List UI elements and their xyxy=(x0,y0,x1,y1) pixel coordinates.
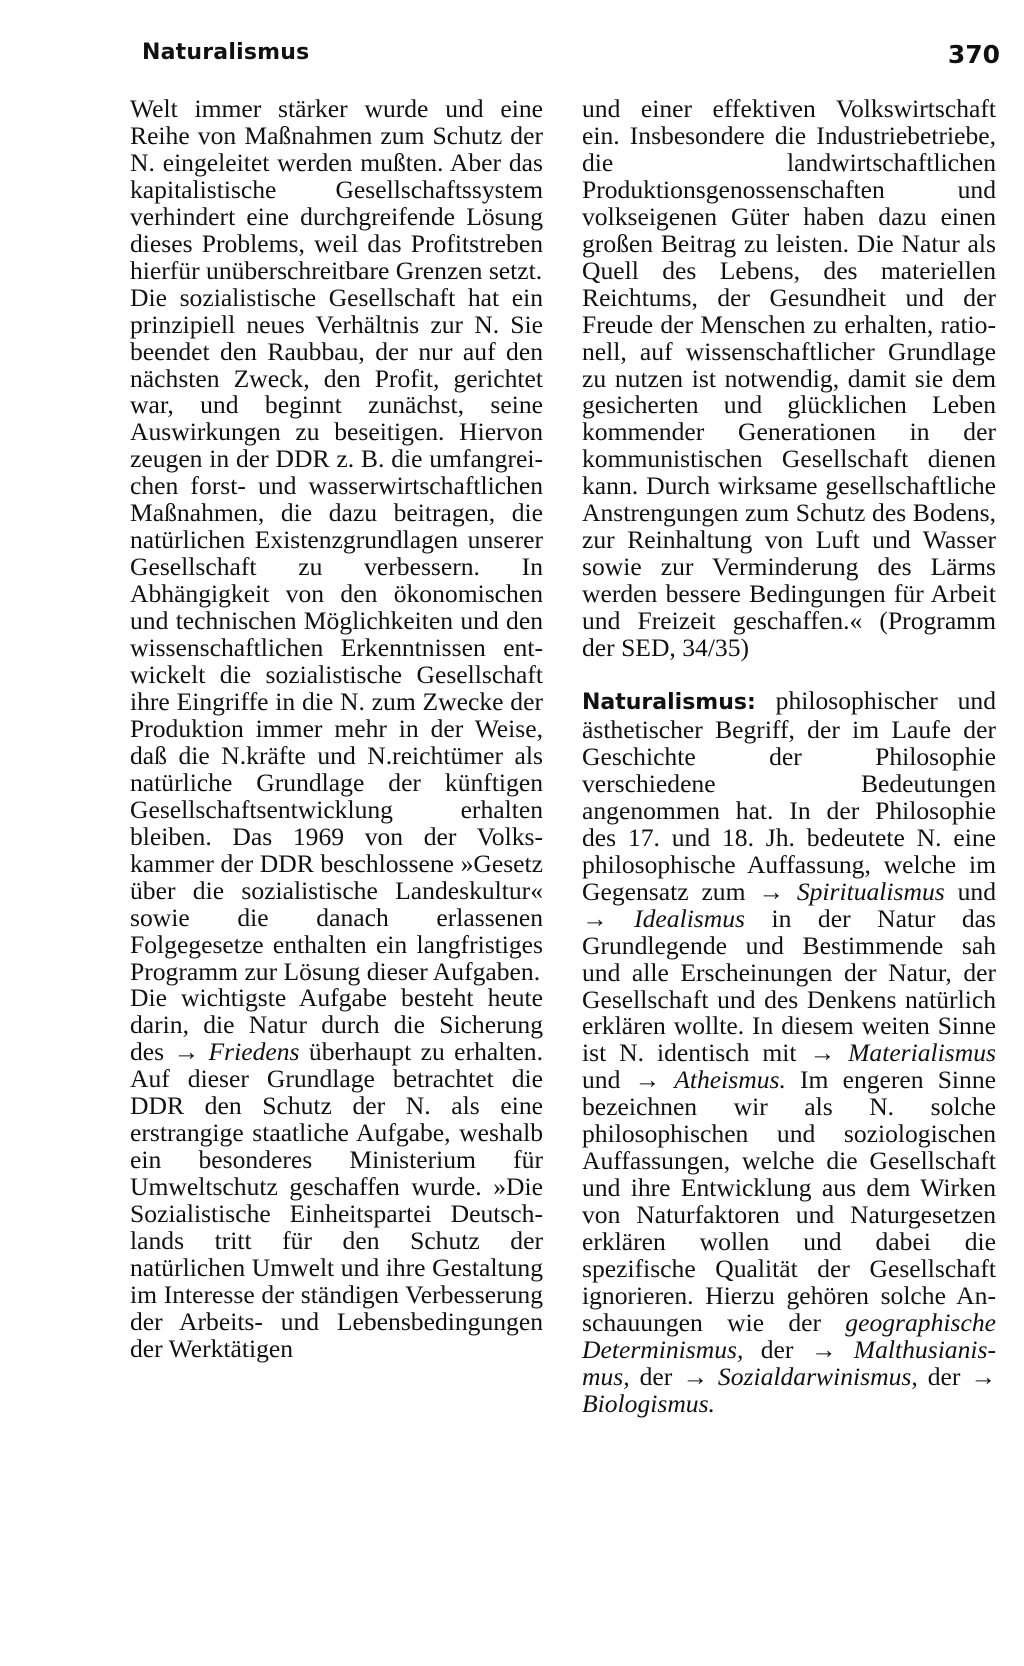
running-head: Naturalismus xyxy=(142,40,310,65)
text-segment: überhaupt zu erhalten. Auf dieser Grundlage betrachtet die DDR den Schutz der N. als eine erstrangige staatliche Aufgabe, weshalb ein besonderes Ministerium für Umweltschutz geschaffen wurde. »Die Sozialistische Einheitspartei Deutschlands tritt für den Schutz der natürlichen Umwelt und ihre Gestaltung im Interesse der ständigen Verbesserung der Arbeits- und Lebensbedingungen der Werktätigen xyxy=(130,1037,543,1363)
arrow-icon: → xyxy=(173,1037,200,1067)
arrow-icon: → xyxy=(970,1361,996,1391)
text-segment: und xyxy=(944,876,996,906)
arrow-icon: → xyxy=(582,903,608,933)
text-segment: in der Natur das Grundlegende und Bestimmende sah und alle Erscheinungen der Natur, der Gesellschaft und des Denkens natürlich erklären wollte. In diesem weiten Sinne ist N. identisch mit xyxy=(582,903,996,1068)
cross-reference-spiritualismus[interactable]: Spiritualismus xyxy=(796,876,945,906)
arrow-icon: → xyxy=(682,1361,708,1391)
cross-reference-idealismus[interactable]: Idealismus xyxy=(634,903,746,933)
cross-reference-friedens[interactable]: Friedens xyxy=(208,1037,300,1067)
left-paragraph-2: Die sozialistische Gesellschaft hat ein prinzipiell neues Verhältnis zur N. Sie beendet den Raubbau, der nur auf den nächsten Zweck, den Profit, gerichtet war, und beginnt zunächst, seine Auswirkungen zu beseitigen. Hiervon zeugen in der DDR z. B. die umfangreichen forst- und wasserwirtschaftlichen Maßnahmen, die dazu beitragen, die natürlichen Existenzgrundlagen unserer Gesellschaft zu verbessern. In Abhängigkeit von den ökonomischen und technischen Möglichkeiten und den wissenschaftlichen Erkenntnissen entwickelt die sozialistische Gesellschaft ihre Eingriffe in die N. zum Zwecke der Produktion immer mehr in der Weise, daß die N.kräfte und N.reichtümer als natürliche Grundlage der künftigen Gesellschaftsentwicklung erhalten bleiben. Das 1969 von der Volkskammer der DDR beschlossene »Gesetz über die sozialistische Landeskultur« sowie die danach erlassenen Folgegesetze enthalten ein langfristiges Programm zur Lösung dieser Aufgaben. xyxy=(130,282,543,986)
arrow-icon: → xyxy=(634,1065,661,1095)
cross-reference-geographischer-determinismus[interactable]: geographische Determinismus, xyxy=(582,1307,996,1364)
page-number: 370 xyxy=(947,40,1000,69)
arrow-icon: → xyxy=(810,1334,837,1364)
text-segment: und xyxy=(582,1065,635,1095)
right-column xyxy=(582,96,996,1418)
cross-reference-materialismus[interactable]: Materialismus xyxy=(848,1038,996,1068)
left-column xyxy=(130,96,543,1363)
left-paragraph-3 xyxy=(130,985,543,1362)
entry-lemma: Naturalismus: xyxy=(582,690,756,716)
right-paragraph-1: und einer effektiven Volkswirtschaft ein. Insbesondere die Industriebetriebe, die landwirtschaftlichen Produktionsgenossenschaften und volkseigenen Güter haben dazu einen großen Beitrag zu leisten. Die Natur als Quell des Lebens, des materiellen Reichtums, der Gesundheit und der Freude der Menschen zu erhalten, rationell, auf wissenschaftlicher Grundlage zu nutzen ist notwendig, damit sie dem gesicherten und glücklichen Leben kommender Generationen in der kommunistischen Gesellschaft dienen kann. Durch wirksame gesellschaftliche Anstrengungen zum Schutz des Bodens, zur Reinhaltung von Luft und Wasser sowie zur Verminderung des Lärms werden bessere Bedingungen für Arbeit und Freizeit geschaffen.« (Programm der SED, 34/35) xyxy=(582,94,996,663)
entry-separator xyxy=(582,662,996,688)
left-paragraph-1: Welt immer stärker wurde und eine Reihe von Maßnahmen zum Schutz der N. eingeleitet werden mußten. Aber das kapitalistische Gesellschaftssystem verhindert eine durchgreifende Lösung dieses Problems, weil das Profitstreben hierfür unüberschreitbare Grenzen setzt. xyxy=(130,94,543,285)
text-segment: der xyxy=(743,1334,811,1364)
text-segment: Im engeren Sinne bezeichnen wir als N. solche philosophischen und soziologischen Auffassungen, welche die Gesellschaft und ihre Entwicklung aus dem Wirken von Naturfaktoren und Naturgesetzen erklären wollen und dabei die spezifische Qualität der Gesellschaft ignorieren. Hierzu gehören solche Anschauungen wie der xyxy=(582,1065,997,1337)
text-segment: Die wichtigste Aufgabe besteht heute darin, die Natur durch die Sicherung des xyxy=(130,983,543,1067)
arrow-icon: → xyxy=(809,1038,836,1068)
text-segment: der xyxy=(629,1361,683,1391)
text-segment: philosophischer und ästhetischer Begriff, der im Laufe der Geschichte der Philosophie verschiedene Bedeutungen angenommen hat. In der Philosophie des 17. und 18. Jh. bedeutete N. eine philosophische Auffassung, welche im Gegensatz zum xyxy=(582,686,996,906)
cross-reference-atheismus[interactable]: Atheismus. xyxy=(674,1065,786,1095)
arrow-icon: → xyxy=(758,876,784,906)
cross-reference-sozialdarwinismus[interactable]: Sozialdarwinismus, xyxy=(717,1361,918,1391)
cross-reference-malthusianismus[interactable]: Malthusianismus, xyxy=(582,1334,996,1391)
cross-reference-biologismus[interactable]: Biologismus. xyxy=(582,1388,715,1418)
entry-naturalismus xyxy=(582,688,996,1418)
text-segment: der xyxy=(917,1361,971,1391)
